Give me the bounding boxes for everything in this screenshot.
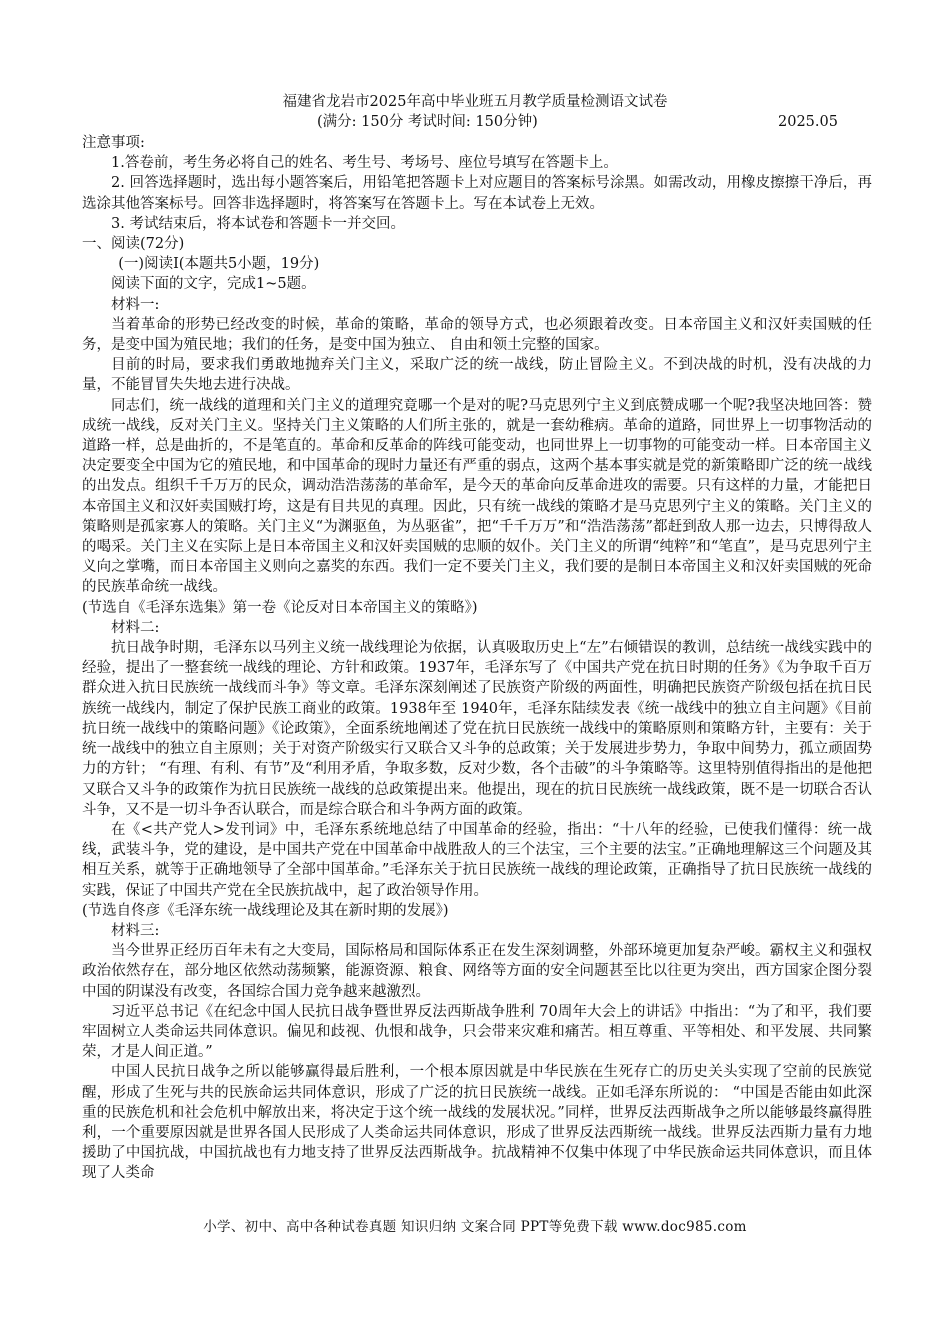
section-instruction: 阅读下面的文字，完成1~5题。 [111,276,316,293]
exam-title: 福建省龙岩市2025年高中毕业班五月教学质量检测语文试卷 [282,94,668,110]
exam-date: 2025.05 [778,114,838,130]
notice-item: 1.答卷前，考生务必将自己的姓名、考生号、考场号、座位号填写在答题卡上。 [111,155,618,172]
section-heading: 一、阅读(72分) [82,236,185,253]
material2-paragraph: 抗日战争时期，毛泽东以马列主义统一战线理论为依据，认真吸取历史上“左”右倾错误的教训，总结统一战线实践中的经验，提出了一整套统一战线的理论、方针和政策。1937年，毛泽东写了《中国共产党在抗日时期的任务》《为争取千百万群众进入抗日民族统一战线而斗争》等文章。毛泽东深刻阐述了民族资产阶级的两面性，明确把民族资产阶级包括在抗日民族统一战线内，制定了保护民族工商业的政策。1938年至 1940年，毛泽东陆续发表《统一战线中的独立自主问题》《目前抗日统一战线中的策略问题》《论政策》，全面系统地阐述了党在抗日民族统一战线中的策略原则和策略方针，主要有：关于统一战线中的独立自主原则；关于对资产阶级实行又联合又斗争的总政策；关于发展进步势力，争取中间势力，孤立顽固势力的方针； “有理、有利、有节”及“利用矛盾，争取多数，反对少数，各个击破”的斗争策略等。这里特别值得指出的是他把又联合又斗争的政策作为抗日民族统一战线的总政策提出来。他提出，现在的抗日民族统一战线政策，既不是一切联合否认斗争，又不是一切斗争否认联合，而是综合联合和斗争两方面的政策。 [82,640,872,818]
material2-source: (节选自佟彦《毛泽东统一战线理论及其在新时期的发展》) [82,902,449,919]
material1-source: (节选自《毛泽东选集》第一卷《论反对日本帝国主义的策略》) [82,599,478,616]
notice-item: 2. 回答选择题时，选出每小题答案后，用铅笔把答题卡上对应题目的答案标号涂黑。如需改动，用橡皮擦擦干净后，再选涂其他答案标号。回答非选择题时，将答案写在答题卡上。写在本试卷上无效。 [82,175,872,212]
section-sub-heading: (一)阅读Ⅰ(本题共5小题，19分) [118,256,320,273]
material1-paragraph: 目前的时局，要求我们勇敢地抛弃关门主义，采取广泛的统一战线，防止冒险主义。不到决战的时机，没有决战的力量，不能冒冒失失地去进行决战。 [82,357,872,394]
material3-paragraph: 当今世界正经历百年未有之大变局，国际格局和国际体系正在发生深刻调整，外部环境更加复杂严峻。霸权主义和强权政治依然存在，部分地区依然动荡频繁，能源资源、粮食、网络等方面的安全问题甚至比以往更为突出，西方国家企图分裂中国的阴谋没有改变，各国综合国力竞争越来越激烈。 [82,943,872,1000]
material1-label: 材料一: [111,296,160,313]
material3-paragraph: 习近平总书记《在纪念中国人民抗日战争暨世界反法西斯战争胜利 70周年大会上的讲话》中指出：“为了和平，我们要牢固树立人类命运共同体意识。偏见和歧视、仇恨和战争，只会带来灾难和痛苦。相互尊重、平等相处、和平发展、共同繁荣，才是人间正道。” [82,1003,872,1061]
score-time-info: (满分: 150分 考试时间: 150分钟) [317,114,538,130]
material1-paragraph: 当着革命的形势已经改变的时候，革命的策略，革命的领导方式，也必须跟着改变。日本帝国主义和汉奸卖国贼的任务，是变中国为殖民地；我们的任务，是变中国为独立、 自由和领土完整的国家。 [82,316,872,354]
footer-banner: 小学、初中、高中各种试卷真题 知识归纳 文案合同 PPT等免费下载 www.doc985.com [203,1219,747,1235]
notice-heading: 注意事项: [82,135,145,151]
material3-paragraph: 中国人民抗日战争之所以能够赢得最后胜利，一个根本原因就是中华民族在生死存亡的历史关头实现了空前的民族觉醒，形成了生死与共的民族命运共同体意识，形成了广泛的抗日民族统一战线。正如毛泽东所说的： “中国是否能由如此深重的民族危机和社会危机中解放出来，将决定于这个统一战线的发展状况。”同样，世界反法西斯战争之所以能够最终赢得胜利，一个重要原因就是世界各国人民形成了人类命运共同体意识，形成了世界反法西斯统一战线。世界反法西斯力量有力地援助了中国抗战，中国抗战也有力地支持了世界反法西斯战争。抗战精神不仅集中体现了中华民族命运共同体意识，而且体现了人类命 [82,1064,872,1182]
exam-body [82,133,872,1184]
material1-paragraph: 同志们，统一战线的道理和关门主义的道理究竟哪一个是对的呢?马克思列宁主义到底赞成哪一个呢?我坚决地回答：赞成统一战线，反对关门主义。坚持关门主义策略的人们所主张的，就是一套幼稚病。革命的道路，同世界上一切事物活动的道路一样，总是曲折的，不是笔直的。革命和反革命的阵线可能变动，也同世界上一切事物的可能变动一样。日本帝国主义决定要变全中国为它的殖民地，和中国革命的现时力量还有严重的弱点，这两个基本事实就是党的新策略即广泛的统一战线的出发点。组织千千万万的民众，调动浩浩荡荡的革命军，是今天的革命向反革命进攻的需要。只有这样的力量，才能把日本帝国主义和汉奸卖国贼打垮，这是有目共见的真理。因此，只有统一战线的策略才是马克思列宁主义的策略。关门主义的策略则是孤家寡人的策略。关门主义“为渊驱鱼，为丛驱雀”，把“千千万万”和“浩浩荡荡”都赶到敌人那一边去，只博得敌人的喝采。关门主义在实际上是日本帝国主义和汉奸卖国贼的忠顺的奴仆。关门主义的所谓“纯粹”和“笔直”，是马克思列宁主义向之掌嘴，而日本帝国主义则向之嘉奖的东西。我们一定不要关门主义，我们要的是制日本帝国主义和汉奸卖国贼的死命的民族革命统一战线。 [82,397,872,596]
notice-item: 3. 考试结束后，将本试卷和答题卡一并交回。 [111,215,405,232]
material3-label: 材料三: [111,922,160,939]
material2-paragraph: 在《<共产党人>发刊词》中，毛泽东系统地总结了中国革命的经验，指出：“十八年的经验，已使我们懂得：统一战线，武装斗争，党的建设，是中国共产党在中国革命中战胜敌人的三个法宝，三个主要的法宝。”正确地理解这三个问题及其相互关系，就等于正确地领导了全部中国革命。”毛泽东关于抗日民族统一战线的理论政策，正确指导了抗日民族统一战线的实践，保证了中国共产党在全民族抗战中，起了政治领导作用。 [82,821,872,899]
material2-label: 材料二: [111,619,160,636]
